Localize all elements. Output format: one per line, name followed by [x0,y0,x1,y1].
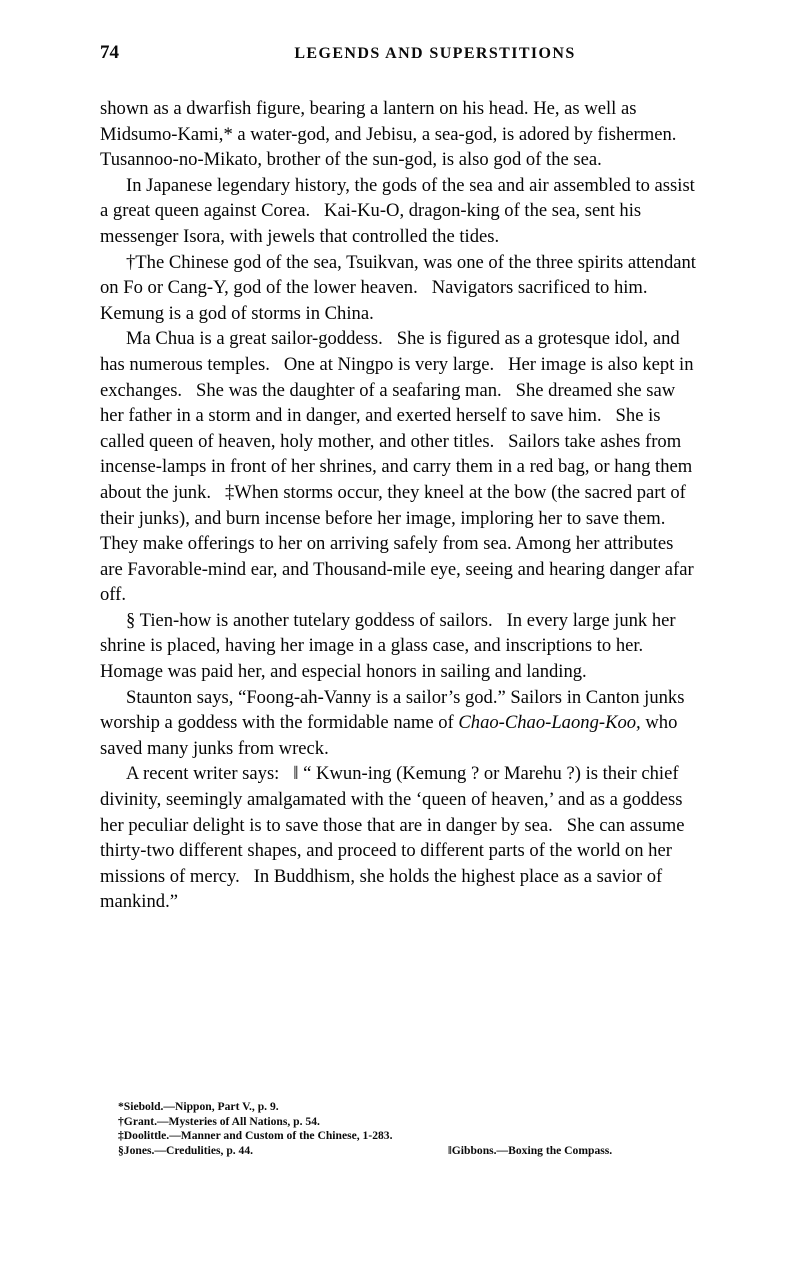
paragraph-6-lead: Staunton says, “Foong-ah-Vanny is a sailor’s god.” Sailors in Canton junks worship a goddess with the formidable name of [100,686,690,734]
footnote-5-text: ‖Gibbons.—Boxing the Compass. [448,1143,613,1157]
paragraph-3: †The Chinese god of the sea, Tsuikvan, was one of the three spirits attendant on Fo or Cang-Y, god of the lower heaven. Navigators sacrificed to him. Kemung is a god of storms in China. [100,251,701,324]
paragraph-5: § Tien-how is another tutelary goddess of sailors. In every large junk her shrine is placed, having her image in a glass case, and inscriptions to her. Homage was paid her, and especial honors in sailing and landing. [100,609,681,683]
footnote-3-text: ‡Doolittle.—Manner and Custom of the Chinese, 1-283. [118,1129,393,1143]
paragraph-2: In Japanese legendary history, the gods of the sea and air assembled to assist a great queen against Corea. Kai-Ku-O, dragon-king of the sea, sent his messenger Isora, with jewels that controlled the tides. [100,174,700,247]
paragraph-6-tail: who saved many junks from wreck. [100,712,683,759]
footnote-3 [118,1129,728,1144]
paragraph-6 [100,685,700,762]
paragraph-4: Ma Chua is a great sailor-goddess. She is figured as a grotesque idol, and has numerous temples. One at Ningpo is very large. Her image is also kept in exchanges. She was the daughter of a seafaring man. She dreamed she saw her father in a storm and in danger, and exerted herself to save him. She is called queen of heaven, holy mother, and other titles. Sailors take ashes from incense-lamps in front of her shrines, and carry them in a red bag, or hang them about the junk. ‡When storms occur, they kneel at the bow (the sacred part of their junks), and burn incense before her image, imploring her to save them. They make offerings to her on arriving safely from sea. Among her attributes are Favorable-mind ear, and Thousand-mile eye, seeing and hearing danger afar off. [100,328,699,606]
paragraph-6-italic-name: Chao-Chao-Laong-Koo, [458,712,641,734]
footnote-2-text: †Grant.—Mysteries of All Nations, p. 54. [118,1114,320,1128]
footnote-2 [118,1115,728,1130]
footnotes-block [118,1100,728,1158]
paragraph-1: shown as a dwarfish figure, bearing a lantern on his head. He, as well as Midsumo-Kami,* a water-god, and Jebisu, a sea-god, is adored by fishermen. Tusannoo-no-Mikato, brother of the sun-god, is also god of the sea. [100,98,691,171]
footnote-1-text: *Siebold.—Nippon, Part V., p. 9. [118,1100,279,1113]
footnote-4 [118,1144,728,1159]
body-text [100,96,700,915]
running-head: LEGENDS AND SUPERSTITIONS [294,45,576,62]
page-number: 74 [100,42,119,63]
footnote-4-text: §Jones.—Credulities, p. 44. [118,1143,254,1157]
footnote-1 [118,1100,728,1115]
paragraph-7: A recent writer says: ‖ “ Kwun-ing (Kemung ? or Marehu ?) is their chief divinity, seemingly amalgamated with the ‘queen of heaven,’ and as a goddess her peculiar delight is to save those that are in danger by sea. She can assume thirty-two different shapes, and proceed to different parts of the world on her missions of mercy. In Buddhism, she holds the highest place as a savior of mankind.” [100,763,690,913]
page-header [100,42,700,68]
